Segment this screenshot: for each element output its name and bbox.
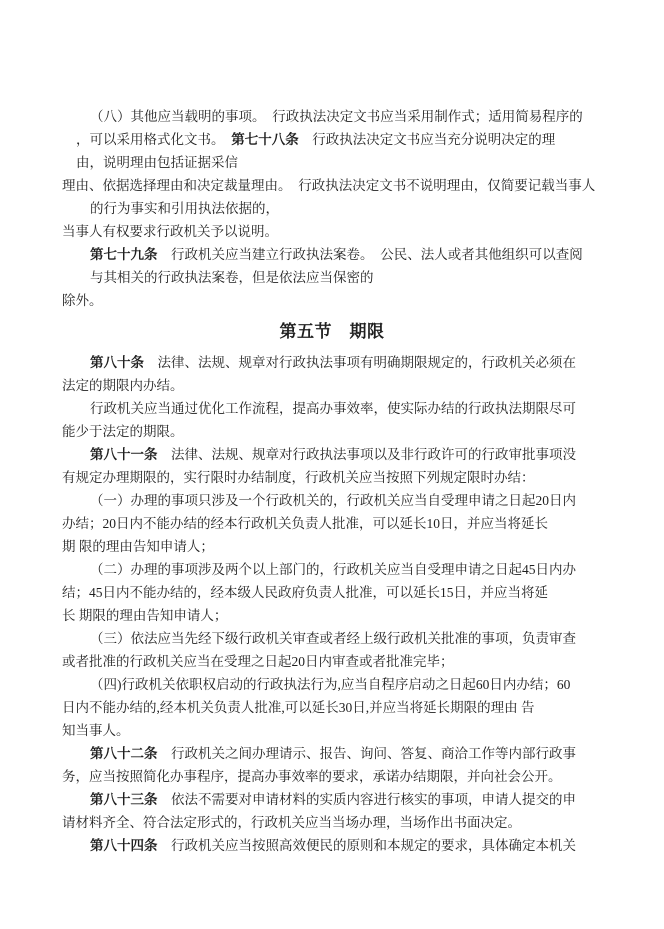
text-segment: 理由、依据选择理由和决定裁量理由。 行政执法决定文书不说明理由，仅简要记载当事人 [62, 178, 596, 193]
text-line [62, 174, 602, 197]
text-segment: 法定的期限内办结。 [62, 378, 184, 393]
text-segment: 与其相关的行政执法案卷，但是依法应当保密的 [90, 270, 374, 285]
text-segment: 能少于法定的期限。 [62, 424, 184, 439]
text-line [62, 397, 602, 420]
text-segment: 知当事人。 [62, 723, 130, 738]
article-number: 第七十八条 [231, 132, 299, 147]
text-line [62, 220, 602, 243]
text-line [62, 604, 602, 627]
text-line [62, 105, 602, 128]
text-line [62, 374, 602, 397]
text-segment: 期 限的理由告知申请人； [62, 539, 214, 554]
text-line [62, 443, 602, 466]
text-segment: 依法不需要对申请材料的实质内容进行核实的事项，申请人提交的申 [157, 792, 576, 807]
text-line [62, 128, 602, 151]
text-line [62, 627, 602, 650]
text-line [62, 197, 602, 220]
text-line [62, 765, 602, 788]
text-segment: 请材料齐全、符合法定形式的，行政机关应当当场办理，当场作出书面决定。 [62, 815, 521, 830]
text-segment: 当事人有权要求行政机关予以说明。 [62, 224, 278, 239]
text-segment: 有规定办理期限的，实行限时办结制度，行政机关应当按照下列规定限时办结： [62, 470, 535, 485]
text-line [62, 811, 602, 834]
text-line [62, 351, 602, 374]
text-segment: （八）其他应当载明的事项。 行政执法决定文书应当采用制作式；适用简易程序的 [90, 109, 583, 124]
text-line [62, 266, 602, 289]
text-segment: （三）依法应当先经下级行政机关审查或者经上级行政机关批准的事项，负责审查 [90, 631, 576, 646]
text-line [62, 489, 602, 512]
text-line [62, 151, 602, 174]
text-segment: （一）办理的事项只涉及一个行政机关的，行政机关应当自受理申请之日起20日内 [90, 493, 576, 508]
text-segment: 结；45日内不能办结的，经本级人民政府负责人批准，可以延长15日，并应当将延 [62, 585, 548, 600]
section-heading: 第五节 期限 [279, 322, 385, 341]
text-segment: 务，应当按照简化办事程序，提高办事效率的要求，承诺办结期限，并向社会公开。 [62, 769, 562, 784]
text-segment: ，可以采用格式化文书。 [76, 132, 232, 147]
text-line [62, 558, 602, 581]
text-line [62, 719, 602, 742]
text-line [62, 535, 602, 558]
text-line [62, 420, 602, 443]
article-number: 第八十条 [90, 355, 144, 370]
article-number: 第八十四条 [90, 838, 158, 853]
text-segment: （四)行政机关依职权启动的行政执法行为,应当自程序启动之日起60日内办结；60 [90, 677, 571, 692]
text-line [62, 834, 602, 857]
text-segment: 行政执法决定文书应当充分说明决定的理 [298, 132, 556, 147]
text-segment: 法律、法规、规章对行政执法事项以及非行政许可的行政审批事项没 [157, 447, 576, 462]
text-segment: 办结；20日内不能办结的经本行政机关负责人批准，可以延长10日，并应当将延长 [62, 516, 548, 531]
text-segment: （二）办理的事项涉及两个以上部门的，行政机关应当自受理申请之日起45日内办 [90, 562, 576, 577]
text-segment: 行政机关应当按照高效便民的原则和本规定的要求，具体确定本机关 [157, 838, 576, 853]
text-line [62, 650, 602, 673]
text-segment: 由，说明理由包括证据采信 [76, 155, 238, 170]
text-line [62, 696, 602, 719]
text-line [62, 289, 602, 312]
text-segment: 长 期限的理由告知申请人； [62, 608, 228, 623]
text-line [62, 466, 602, 489]
text-line [62, 581, 602, 604]
text-segment: 行政机关之间办理请示、报告、询问、答复、商洽工作等内部行政事 [157, 746, 576, 761]
document-body [62, 105, 602, 857]
text-segment: 或者批准的行政机关应当在受理之日起20日内审查或者批准完毕； [62, 654, 454, 669]
text-line [62, 788, 602, 811]
text-line [62, 512, 602, 535]
article-number: 第八十二条 [90, 746, 158, 761]
text-segment: 行政机关应当通过优化工作流程，提高办事效率，使实际办结的行政执法期限尽可 [90, 401, 576, 416]
text-segment: 除外。 [62, 293, 103, 308]
text-line [62, 742, 602, 765]
text-line [62, 243, 602, 266]
article-number: 第七十九条 [90, 247, 158, 262]
text-segment: 的行为事实和引用执法依据的， [90, 201, 279, 216]
article-number: 第八十三条 [90, 792, 158, 807]
article-number: 第八十一条 [90, 447, 158, 462]
text-segment: 法律、法规、规章对行政执法事项有明确期限规定的，行政机关必须在 [144, 355, 576, 370]
text-segment: 行政机关应当建立行政执法案卷。 公民、法人或者其他组织可以查阅 [157, 247, 583, 262]
text-line [62, 673, 602, 696]
text-segment: 日内不能办结的,经本机关负责人批准,可以延长30日,并应当将延长期限的理由 告 [62, 700, 535, 715]
